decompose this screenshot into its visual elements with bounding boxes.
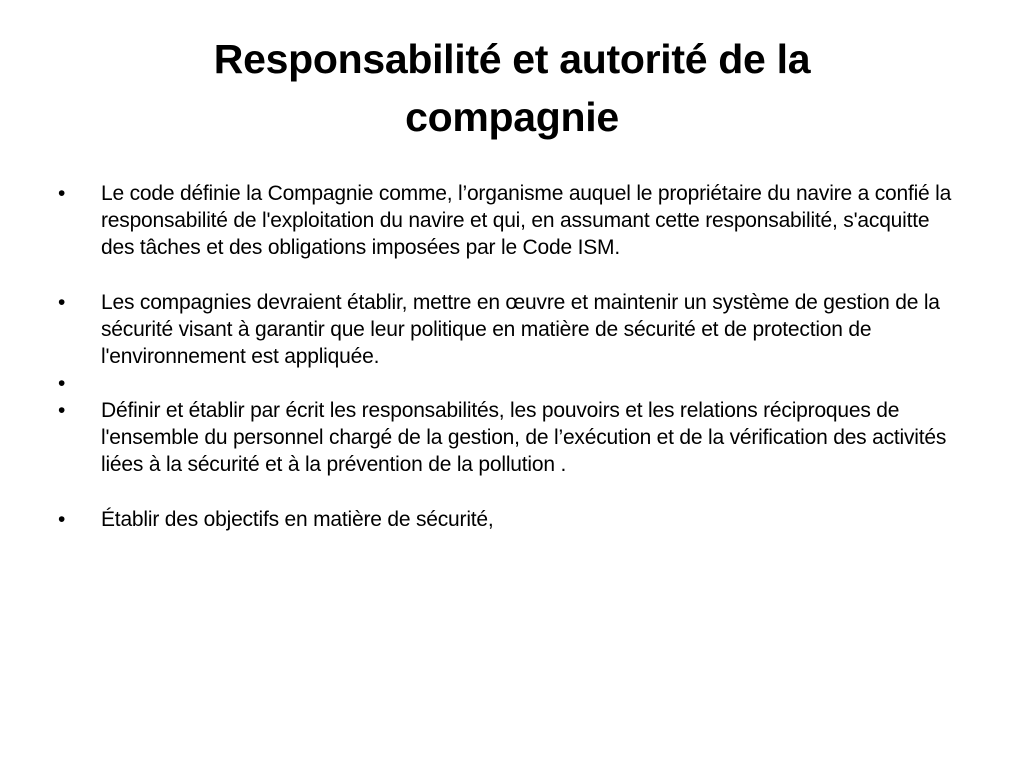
bullet-list: [56, 180, 956, 533]
slide-title-line-1: Responsabilité et autorité de la: [213, 36, 811, 82]
bullet-icon: •: [58, 182, 66, 205]
bullet-item: [56, 397, 956, 478]
bullet-icon: •: [58, 372, 66, 395]
bullet-item: [56, 506, 956, 533]
bullet-text: Les compagnies devraient établir, mettre en œuvre et maintenir un système de gestion de la sécurité visant à garantir que leur politique en matière de sécurité et de protection de l'environnement est appliquée.: [101, 291, 940, 368]
slide-title: [80, 30, 944, 146]
bullet-icon: •: [58, 291, 66, 314]
bullet-text: Établir des objectifs en matière de sécurité,: [101, 508, 494, 531]
bullet-item: [56, 289, 956, 370]
bullet-item: [56, 180, 956, 261]
slide-content: [56, 180, 956, 533]
bullet-item-empty: [56, 370, 956, 397]
bullet-icon: •: [58, 508, 66, 531]
bullet-icon: •: [58, 399, 66, 422]
slide-title-line-2: compagnie: [405, 94, 619, 140]
bullet-text: Le code définie la Compagnie comme, l’organisme auquel le propriétaire du navire a confié la responsabilité de l'exploitation du navire et qui, en assumant cette responsabilité, s'acquitte des tâches et des obligations imposées par le Code ISM.: [101, 182, 952, 259]
bullet-text: Définir et établir par écrit les responsabilités, les pouvoirs et les relations réciproques de l'ensemble du personnel chargé de la gestion, de l’exécution et de la vérification des activités liées à la sécurité et à la prévention de la pollution .: [101, 399, 947, 476]
